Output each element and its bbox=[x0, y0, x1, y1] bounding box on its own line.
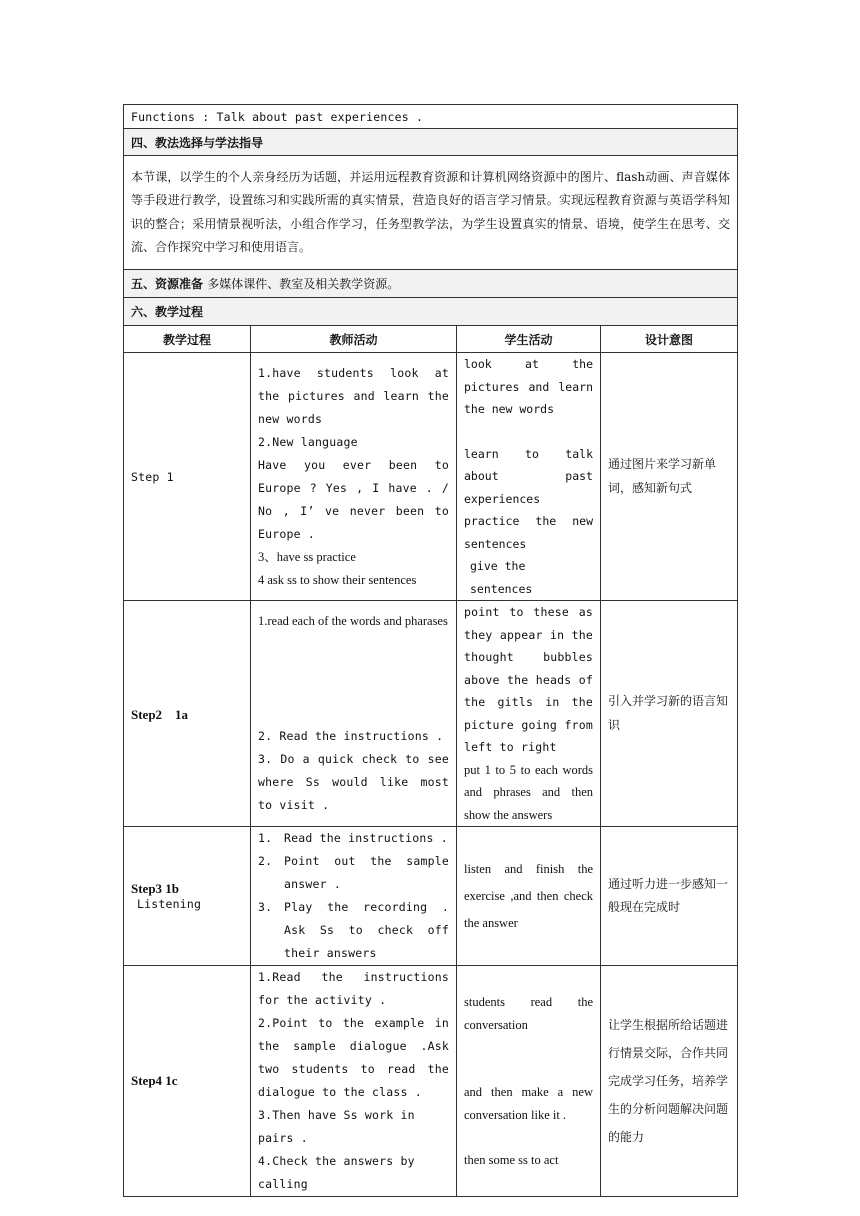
list-item: 2. Point out the sample answer . bbox=[258, 854, 449, 891]
design-intent: 让学生根据所给话题进行情景交际，合作共同完成学习任务，培养学生的分析问题解决问题的能力 bbox=[601, 966, 738, 1197]
step-label: Step4 1c bbox=[124, 966, 251, 1197]
student-activity: listen and finish the exercise ,and then check the answer bbox=[457, 827, 601, 966]
student-line: give the sentences bbox=[470, 559, 533, 596]
step-label: Step3 1b bbox=[131, 881, 180, 896]
teacher-activity bbox=[251, 601, 457, 827]
teacher-line: 1.Read the instructions for the activity . bbox=[258, 970, 449, 1007]
functions-row bbox=[124, 105, 738, 129]
section5-text: 多媒体课件、教室及相关教学资源。 bbox=[207, 277, 400, 291]
teacher-activity bbox=[251, 966, 457, 1197]
teacher-line: 1.have students look at the pictures and learn the new words bbox=[258, 365, 449, 426]
design-intent: 通过听力进一步感知一般现在完成时 bbox=[601, 827, 738, 966]
student-line: point to these as they appear in the thought bubbles above the heads of the gitls in the picture going from left to right bbox=[464, 605, 593, 754]
step-label: Step2 1a bbox=[124, 601, 251, 827]
col-header-teacher: 教师活动 bbox=[251, 326, 457, 353]
column-header-row bbox=[124, 326, 738, 353]
functions-text: Functions : Talk about past experiences . bbox=[124, 105, 738, 129]
list-item: 3. Play the recording . Ask Ss to check off their answers bbox=[258, 900, 449, 960]
teacher-line: 2. Read the instructions . bbox=[258, 729, 444, 743]
col-header-student: 学生活动 bbox=[457, 326, 601, 353]
teacher-line: 3、have ss practice bbox=[258, 549, 356, 564]
teacher-line: 4 ask ss to show their sentences bbox=[258, 572, 417, 587]
student-line: then some ss to act bbox=[464, 1152, 559, 1167]
teacher-line: 3.Then have Ss work in pairs . bbox=[258, 1108, 415, 1145]
teacher-line: 2.Point to the example in the sample dialogue .Ask two students to read the dialogue to the class . bbox=[258, 1016, 449, 1099]
step-sublabel: Listening bbox=[137, 897, 202, 911]
section4-title: 四、教法选择与学法指导 bbox=[124, 129, 738, 156]
student-activity bbox=[457, 966, 601, 1197]
section6-header bbox=[124, 298, 738, 326]
design-intent: 通过图片来学习新单词，感知新句式 bbox=[601, 353, 738, 601]
teacher-line: 2.New language bbox=[258, 434, 358, 449]
teacher-line: Have you ever been to Europe ? Yes , I have . / No , I’ ve never been to Europe . bbox=[258, 457, 449, 541]
teacher-list bbox=[258, 827, 449, 965]
teacher-activity bbox=[251, 827, 457, 966]
step-label: Step 1 bbox=[124, 353, 251, 601]
list-item: 1. Read the instructions . bbox=[258, 831, 448, 845]
student-line: put 1 to 5 to each words and phrases and then show the answers bbox=[464, 762, 593, 822]
student-line: look at the pictures and learn the new words bbox=[464, 357, 593, 416]
teacher-activity bbox=[251, 353, 457, 601]
section5-row bbox=[124, 270, 738, 298]
lesson-plan-table bbox=[123, 104, 738, 1197]
step-cell bbox=[124, 827, 251, 966]
section4-header bbox=[124, 129, 738, 156]
student-line: learn to talk about past experiences practice the new sentences bbox=[464, 446, 593, 551]
student-line: students read the conversation bbox=[464, 994, 593, 1032]
teacher-line: 4.Check the answers by calling bbox=[258, 1154, 415, 1191]
design-intent: 引入并学习新的语言知识 bbox=[601, 601, 738, 827]
table-row bbox=[124, 966, 738, 1197]
section5-title: 五、资源准备 bbox=[131, 277, 204, 291]
col-header-process: 教学过程 bbox=[124, 326, 251, 353]
section6-title: 六、教学过程 bbox=[124, 298, 738, 326]
table-row bbox=[124, 601, 738, 827]
table-row bbox=[124, 827, 738, 966]
section4-body bbox=[124, 156, 738, 270]
teacher-line: 3. Do a quick check to see where Ss would like most to visit . bbox=[258, 752, 449, 812]
student-line: and then make a new conversation like it . bbox=[464, 1084, 593, 1122]
student-activity bbox=[457, 601, 601, 827]
table-row bbox=[124, 353, 738, 601]
student-activity bbox=[457, 353, 601, 601]
col-header-design: 设计意图 bbox=[601, 326, 738, 353]
section4-text: 本节课，以学生的个人亲身经历为话题，并运用远程教育资源和计算机网络资源中的图片、flash动画、声音媒体等手段进行教学，设置练习和实践所需的真实情景，营造良好的语言学习情景。实现远程教育资源与英语学科知识的整合；采用情景视听法，小组合作学习，任务型教学法，为学生设置真实的情景、语境，使学生在思考、交流、合作探究中学习和使用语言。 bbox=[124, 156, 738, 270]
teacher-line: 1.read each of the words and pharases bbox=[258, 614, 448, 628]
